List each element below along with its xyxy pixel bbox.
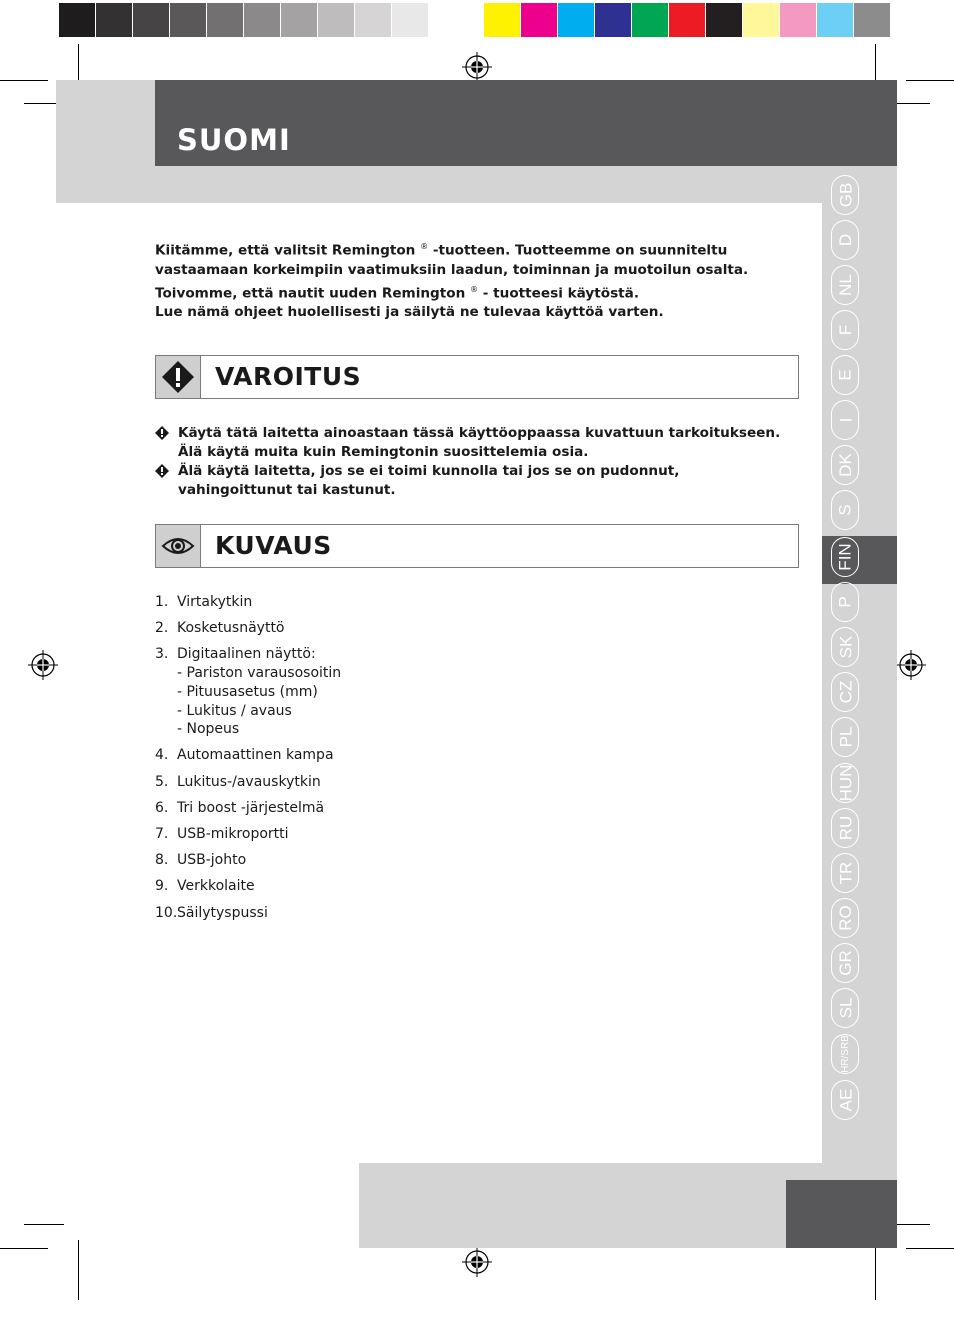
description-icon-cell: [156, 525, 201, 567]
color-swatch: [484, 3, 521, 37]
language-tab-label: PL: [835, 726, 855, 748]
diamond-bullet-icon: [155, 464, 169, 478]
crop-mark: [0, 80, 48, 81]
warning-item: Älä käytä laitetta, jos se ei toimi kunnolla tai jos se on pudonnut, vahingoittunut tai kastunut.: [155, 462, 795, 500]
color-swatch: [281, 3, 318, 37]
language-tab-label: TR: [835, 861, 855, 885]
language-tab-tr[interactable]: [831, 853, 861, 893]
list-sub-item: - Lukitus / avaus: [177, 702, 292, 719]
color-swatch: [780, 3, 817, 37]
warning-title: VAROITUS: [215, 362, 362, 391]
color-swatch: [207, 3, 244, 37]
language-tab-label: HUN: [836, 764, 855, 802]
color-swatch: [318, 3, 355, 37]
warning-header: [155, 355, 799, 399]
list-item-label: USB-johto: [177, 852, 247, 869]
list-item-label: Säilytyspussi: [177, 904, 268, 921]
list-item: [155, 825, 341, 844]
language-tab-label: SK: [836, 635, 855, 659]
list-sub-item: - Pituusasetus (mm): [177, 683, 318, 700]
language-tab-label: NL: [835, 274, 855, 296]
language-tab-cz[interactable]: [831, 672, 861, 712]
language-tab-f[interactable]: [831, 310, 861, 350]
language-tab-label: FIN: [835, 543, 855, 571]
list-item-label: Digitaalinen näyttö:: [177, 646, 316, 663]
language-tab-label: AE: [836, 1088, 855, 1112]
list-item: [155, 619, 341, 638]
crop-mark: [906, 80, 954, 81]
color-swatch: [392, 3, 429, 37]
language-tab-fin[interactable]: [831, 537, 861, 577]
language-tab-nl[interactable]: [831, 265, 861, 305]
language-tab-sk[interactable]: [831, 627, 861, 667]
list-item-number: 9.: [155, 878, 169, 895]
list-item-label: Kosketusnäyttö: [177, 620, 285, 637]
registration-mark-icon: [28, 650, 58, 680]
description-header: [155, 524, 799, 568]
eye-icon: [161, 535, 195, 557]
language-tab-label: E: [836, 369, 855, 381]
language-tab-d[interactable]: [831, 220, 861, 260]
list-item-label: Verkkolaite: [177, 878, 255, 895]
color-swatch: [133, 3, 170, 37]
crop-mark: [78, 1240, 79, 1300]
color-swatch: [817, 3, 854, 37]
list-item-number: 10.: [155, 904, 178, 921]
language-tab-s[interactable]: [831, 490, 861, 530]
list-item: [155, 645, 341, 739]
language-tab-e[interactable]: [831, 355, 861, 395]
language-tab-label: HR/SRB: [840, 1035, 852, 1073]
crop-mark: [0, 1248, 48, 1249]
language-tab-ro[interactable]: [831, 898, 861, 938]
color-swatch: [669, 3, 706, 37]
list-item-number: 8.: [155, 852, 169, 869]
diamond-bullet-icon: [155, 426, 169, 440]
list-item-number: 1.: [155, 594, 169, 610]
exclamation-icon: [161, 360, 195, 394]
language-tab-label: GB: [836, 182, 855, 208]
color-calibration-bar: [484, 3, 891, 37]
language-tab-label: F: [835, 324, 855, 336]
language-tab-sl[interactable]: [831, 988, 861, 1028]
list-item: [155, 593, 341, 612]
list-item: [155, 746, 341, 765]
list-item-label: Automaattinen kampa: [177, 747, 334, 764]
warning-item: Käytä tätä laitetta ainoastaan tässä käyttöoppaassa kuvattuun tarkoitukseen. Älä käytä muita kuin Remingtonin suosittelemia osia.: [155, 424, 795, 462]
list-item: [155, 877, 341, 896]
list-item: [155, 904, 341, 923]
language-tab-ru[interactable]: [831, 808, 861, 848]
list-item-number: 2.: [155, 620, 169, 637]
intro-text: Kiitämme, että valitsit Remington ® -tuotteen. Tuotteemme on suunniteltu vastaamaan korkeimpiin vaatimuksiin laadun, toiminnan ja muotoilun osalta. Toivomme, että nautit uuden Remington ® - tuotteesi käytöstä. Lue nämä ohjeet huolellisesti ja säilytä ne tulevaa käyttöä varten.: [155, 242, 749, 321]
language-tab-gb[interactable]: [831, 175, 861, 215]
language-tab-label: RU: [836, 815, 855, 841]
color-swatch: [96, 3, 133, 37]
warning-list: [155, 424, 795, 500]
list-item-label: USB-mikroportti: [177, 826, 289, 843]
color-swatch: [59, 3, 96, 37]
crop-mark: [24, 1224, 64, 1225]
list-item-number: 4.: [155, 747, 169, 764]
color-swatch: [244, 3, 281, 37]
list-item: [155, 799, 341, 818]
list-item-number: 6.: [155, 799, 169, 816]
list-item-number: 5.: [155, 773, 169, 790]
list-item-number: 7.: [155, 826, 169, 843]
language-tab-gr[interactable]: [831, 943, 861, 983]
crop-mark: [906, 1248, 954, 1249]
language-tab-label: S: [836, 504, 855, 516]
list-item-number: 3.: [155, 646, 169, 663]
registration-mark-icon: [896, 650, 926, 680]
color-swatch: [429, 3, 466, 37]
language-tab-p[interactable]: [831, 582, 861, 622]
language-tab-label: CZ: [835, 680, 855, 704]
list-item: [155, 851, 341, 870]
registration-mark-icon: [462, 1247, 492, 1277]
color-swatch: [706, 3, 743, 37]
language-tab-dk[interactable]: [831, 445, 861, 485]
language-tab-label: D: [836, 233, 855, 247]
color-swatch: [558, 3, 595, 37]
crop-mark: [875, 1240, 876, 1300]
color-swatch: [355, 3, 392, 37]
page-number-box: [786, 1180, 897, 1248]
list-item-label: Virtakytkin: [177, 594, 253, 610]
color-swatch: [521, 3, 558, 37]
language-tab-label: I: [835, 417, 855, 423]
description-list: [155, 593, 341, 930]
list-item-label: Lukitus-/avauskytkin: [177, 773, 321, 790]
language-tab-label: RO: [836, 905, 855, 931]
language-tab-label: P: [836, 596, 855, 608]
list-item: [155, 773, 341, 792]
color-swatch: [170, 3, 207, 37]
color-swatch: [743, 3, 780, 37]
language-tab-label: GR: [836, 950, 855, 976]
language-tab-hun[interactable]: [831, 763, 861, 803]
language-tab-label: SL: [835, 997, 855, 1019]
color-swatch: [854, 3, 891, 37]
language-tab-hr-srb[interactable]: [831, 1034, 861, 1074]
registration-mark-icon: [462, 52, 492, 82]
color-swatch: [595, 3, 632, 37]
list-sub-item: - Nopeus: [177, 721, 240, 738]
language-tab-pl[interactable]: [831, 717, 861, 757]
language-tab-i[interactable]: [831, 400, 861, 440]
language-tab-label: DK: [836, 453, 855, 477]
list-sub-item: - Pariston varausosoitin: [177, 665, 342, 682]
color-swatch: [632, 3, 669, 37]
warning-icon-cell: [156, 356, 201, 398]
grayscale-calibration-bar: [59, 3, 466, 37]
language-tab-ae[interactable]: [831, 1080, 861, 1120]
list-item-label: Tri boost -järjestelmä: [177, 799, 325, 816]
page-title: SUOMI: [177, 123, 291, 157]
description-title: KUVAUS: [215, 531, 332, 560]
